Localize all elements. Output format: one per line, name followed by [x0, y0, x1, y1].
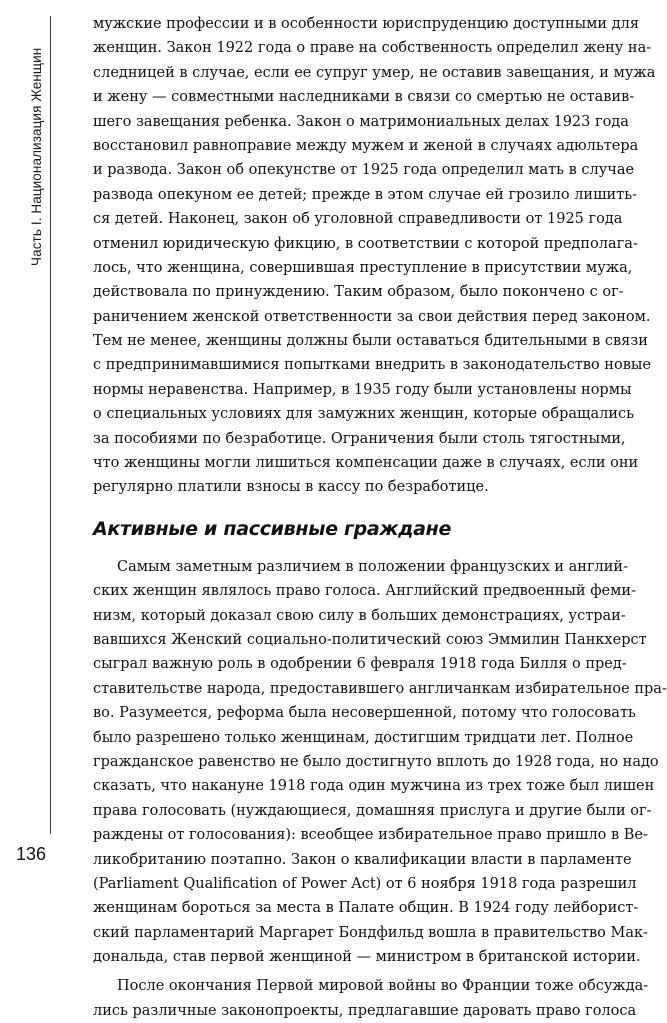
text-line: следницей в случае, если ее супруг умер, не оставив завещания, и мужа [93, 64, 656, 81]
text-line: и развода. Закон об опекунстве от 1925 года определил мать в случае [93, 162, 635, 179]
text-line: раничением женской ответственности за свои действия перед законом. [93, 308, 651, 325]
text-line: лись различные законопроекты, предлагавшие даровать право голоса [93, 1002, 637, 1019]
paragraph-3 [93, 974, 649, 1023]
text-line: ся детей. Наконец, закон об уголовной справедливости от 1925 года [93, 211, 623, 228]
text-line: что женщины могли лишиться компенсации даже в случаях, если они [93, 455, 639, 472]
running-head: Часть I. Национализация Женщин [29, 47, 44, 266]
text-line: за пособиями по безработице. Ограничения были столь тягостными, [93, 430, 626, 447]
text-line: во. Разумеется, реформа была несовершенной, потому что голосовать [93, 705, 636, 722]
text-line: ский парламентарий Маргарет Бондфильд вошла в правительство Мак- [93, 924, 648, 941]
page-body [93, 12, 667, 1023]
text-line: восстановил равноправие между мужем и женой в случаях адюльтера [93, 137, 639, 154]
text-line: развода опекуном ее детей; прежде в этом случае ей грозило лишить- [93, 186, 638, 203]
text-line: раждены от голосования): всеобщее избирательное право пришло в Ве- [93, 827, 648, 844]
text-line: низм, который доказал свою силу в больших демонстрациях, устраи- [93, 607, 626, 624]
text-line: После окончания Первой мировой войны во Франции тоже обсужда- [117, 978, 649, 995]
text-line: регулярно платили взносы в кассу по безработице. [93, 479, 489, 496]
text-line: действовала по принуждению. Таким образом, было покончено с ог- [93, 284, 624, 301]
text-line: вавшихся Женский социально-политический союз Эммилин Панкхерст [93, 631, 647, 648]
text-line: и жену — совместными наследниками в связи со смертью не оставив- [93, 89, 635, 106]
text-line: мужские профессии и в особенности юриспруденцию доступными для [93, 16, 639, 32]
text-line: дональда, став первой женщиной — министром в британской истории. [93, 949, 641, 966]
text-line: (Parliament Qualification of Power Act) от 6 ноября 1918 года разрешил [93, 875, 637, 892]
text-line: гражданское равенство не было достигнуто вплоть до 1928 года, но надо [93, 753, 659, 770]
text-line: нормы неравенства. Например, в 1935 году были установлены нормы [93, 381, 632, 398]
text-line: женщин. Закон 1922 года о праве на собственность определил жену на- [93, 40, 652, 57]
text-line: ставительстве народа, предоставившего англичанкам избирательное пра- [93, 680, 667, 697]
section-heading: Активные и пассивные граждане [93, 517, 452, 540]
text-line: женщинам бороться за места в Палате общин. В 1924 году лейборист- [93, 900, 639, 917]
text-line: Тем не менее, женщины должны были оставаться бдительными в связи [93, 333, 648, 350]
margin-rule [50, 16, 51, 834]
paragraph-2 [93, 555, 667, 970]
text-line: сказать, что накануне 1918 года один мужчина из трех тоже был лишен [93, 778, 655, 795]
text-line: Самым заметным различием в положении французских и англий- [117, 558, 628, 575]
text-line: отменил юридическую фикцию, в соответствии с которой предполага- [93, 235, 638, 252]
text-line: права голосовать (нуждающиеся, домашняя прислуга и другие были ог- [93, 802, 652, 819]
text-line: ликобританию поэтапно. Закон о квалификации власти в парламенте [93, 851, 632, 868]
text-line: ских женщин являлось право голоса. Английский предвоенный феми- [93, 583, 636, 600]
text-line: с предпринимавшимися попытками внедрить в законодательство новые [93, 357, 651, 374]
text-line: сыграл важную роль в одобрении 6 февраля 1918 года Билля о пред- [93, 656, 627, 673]
text-line: было разрешено только женщинам, достигшим тридцати лет. Полное [93, 729, 634, 746]
paragraph-1 [93, 12, 656, 500]
text-line: шего завещания ребенка. Закон о матримониальных делах 1923 года [93, 113, 629, 130]
page-number: 136 [16, 844, 47, 864]
text-line: лось, что женщина, совершившая преступление в присутствии мужа, [93, 259, 633, 276]
text-line: о специальных условиях для замужних женщин, которые обращались [93, 406, 635, 423]
